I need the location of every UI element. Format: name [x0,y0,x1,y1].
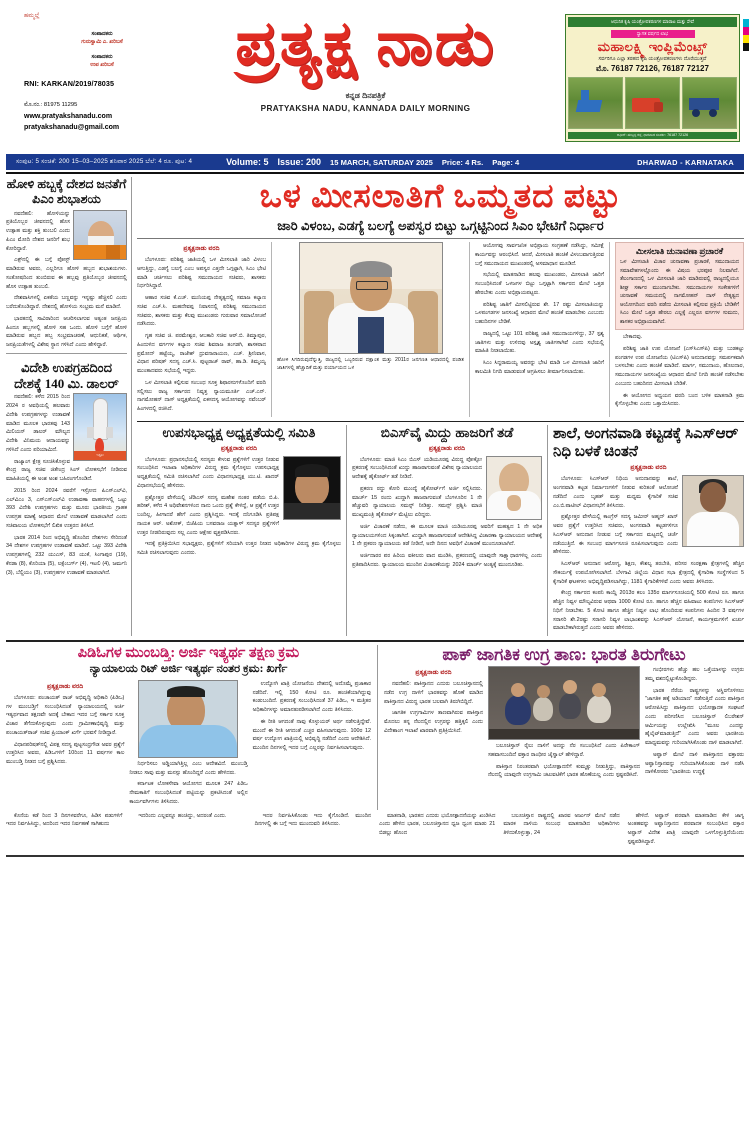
paragraph: ಬಲೂಚಿಸ್ತಾನ ರಾಷ್ಟ್ರದಲ್ಲಿ ಖಾರವ ಅರ್ಜುನ್ ಮೇಲೆ ನಡೆದ ಮಾರಕ ದಾಳಿಯ ಸಂಬಂಧ ಮಾತನಾಡಿದ ಅಧಿಕಾರಿಗಳು ತಿಳಿದುಕೊಳ್ಳುತ್ತಾ, 24 [503,812,620,837]
paragraph: ದೇಶವಾಸಿಗಳಲ್ಲಿ ಏಕತೆಯ ಬಣ್ಣವನ್ನು ಇನ್ನಷ್ಟು ಹೆಚ್ಚಿಸಲಿ ಎಂದು ಬರೆದುಕೊಂಡಿದ್ದಾರೆ. ದೇಶದಲ್ಲಿ ಹೋಳಿಯ ಸಂಭ್ರಮ ಮನೆ ಮಾಡಿದೆ. [6,295,127,310]
article-a-headline: ಉಪಸಭಾಧ್ಯಕ್ಷ ಅಧ್ಯಕ್ಷತೆಯಲ್ಲಿ ಸಮಿತಿ [162,425,316,441]
lead-col3-body [615,333,744,409]
article-pdo-promotion[interactable] [6,645,378,810]
paragraph: ನವದೆಹಲಿ: ಹೋಳಿಯನ್ನು ಪ್ರತಿಯೊಬ್ಬರ ಜೀವನದಲ್ಲಿ ಹೊಸ ಉತ್ಸಾಹ ಮತ್ತು ಶಕ್ತಿ ತುಂಬಲಿ ಎಂದು ಪಿಎಂ ಮೋದಿ ದೇಶದ ಜನರಿಗೆ ಶುಭ ಕೋರಿದ್ದಾರೆ. [6,210,70,252]
row2-top-rule [137,421,744,423]
page-bottom-rule [6,855,744,857]
place-label: DHARWAD - KARNATAKA [637,157,734,167]
paragraph: ಬೆಂಗಳೂರು: ಪರಿಶಿಷ್ಟ ಜಾತಿಯಲ್ಲಿ ಒಳ ಮೀಸಲಾತಿ ಜಾರಿ ವಿಳಂಬ ಆಗುತ್ತಿದ್ದು, ಎಡಗ್ಯೆ ಬಲಗ್ಯೆ ಎಂಬ ಅಪಸ್ವರ ಎತ್ತದೇ ಒಗ್ಗಟ್ಟಾಗಿ, ಸಿಎಂ ಭೇಟಿ ಮಾಡಿ ಚರ್ಚಿಸಲು ಪರಿಶಿಷ್ಟ ಸಮುದಾಯದ ಸಚಿವರು, ಶಾಸಕರು ನಿರ್ಧರಿಸಿದ್ದಾರೆ. [137,257,266,290]
header-rule [6,172,744,174]
lead-col2-body [475,242,604,377]
mlc-portrait-photo [283,456,341,520]
masthead [6,0,744,152]
lead-columns [137,242,744,417]
paragraph: ಆಹಾರ ಸಚಿವ ಕೆ.ಎಚ್. ಮುನಿಯಪ್ಪ ನೇತೃತ್ವದಲ್ಲಿ ಸಮಾಜ ಕಲ್ಯಾಣ ಸಚಿವ ಎಚ್.ಸಿ. ಮಹದೇವಪ್ಪ ನಿವಾಸದಲ್ಲಿ ಪರಿಶಿಷ್ಟ ಸಮುದಾಯದ ಸಚಿವರು, ಶಾಸಕರು ಮತ್ತು ಕೆಲವು ಮುಖಂಡರು ಗುರುವಾರ ಸಮಾಲೋಚನೆ ನಡೆಸಿದರು. [137,295,266,328]
paragraph: ಇದರಿಂದು ಎಲ್ಲವನ್ನೂ ಹಂಚಿದ್ದು, ಅದರಂತೆ ಎಂದು. [138,812,227,819]
photo-caption-isro: ಇಸ್ರೋ [96,453,104,458]
article-pm-holi-headline: ಹೋಳಿ ಹಬ್ಬಕ್ಕೆ ದೇಶದ ಜನತೆಗೆ ಪಿಎಂ ಶುಭಾಶಯ [6,177,127,207]
lead-story[interactable] [137,179,744,417]
article-a-byline: ಪ್ರತ್ಯಕ್ಷನಾಡು ವರದಿ [220,444,258,452]
editor-role-2: ಸಂಪಾದಕರು [91,54,113,61]
paragraph: ಜಾಗತಿಕ ಉಗ್ರಗಾಮಿಗಳ ತಾಣವಾಗಿರುವ ಪಾಕಿಸ್ತಾನ ಮೊದಲು ತನ್ನ ನೆಲದಲ್ಲಿನ ಉಗ್ರರನ್ನು ಹತ್ತಿಕ್ಕಲಿ ಎಂದು ವಿದೇಶಾಂಗ ಇಲಾಖೆ ಖಾರವಾಗಿ ಪ್ರತಿಕ್ರಿಯಿಸಿದೆ. [384,710,483,734]
newspaper-title: ಪ್ರತ್ಯಕ್ಷ ನಾಡು [235,10,496,78]
masthead-title-block [166,8,565,113]
ad-product-images [568,77,737,129]
row3-top-rule [6,640,744,642]
ad-company-name: ಮಹಾಲಕ್ಷ್ಮಿ ಇಂಪ್ಲಿಮೆಂಟ್ಸ್ [597,38,708,54]
issue-info-kannada: ಸಂಪುಟ: 5 ಸಂಚಿಕೆ: 200 15–03–2025 ಶನಿವಾರ 2025 ಬೆಲೆ: 4 ರೂ. ಪುಟ: 4 [16,158,193,165]
paragraph: ಸಿಎಸ್‌ಆರ್ ಅನುದಾನ ಆರೋಗ್ಯ, ಶಿಕ್ಷಣ, ಕೌಶಲ್ಯ ತರಬೇತಿ, ಪರಿಸರ ಸಂರಕ್ಷಣಾ ಕ್ಷೇತ್ರಗಳಲ್ಲಿ ಹೆಚ್ಚಿನ ಸೌಕರ್ಯಕ್ಕೆ ಉಪಯೋಗಿಸಲಾಗಿದೆ. ಬೆಳಗಾವಿ ಜಿಲ್ಲೆಯ ವಿಧಾನ ಸಭಾ ಕ್ಷೇತ್ರದಲ್ಲಿ ಕೈಗಾರಿಕಾ ಸಂಸ್ಥೆಗಳಿಂದ 5 ಕೈಗಾರಿಕೆ ಘಟಕಗಳು ಅಭಿವೃದ್ಧಿಪಡಿಸಲಾಗಿದ್ದು, 1181 ಕೈಗಾರಿಕೆಗಳಿವೆ ಎಂದು ಅವರು ತಿಳಿಸಿದರು. [553,561,744,585]
footer-col [379,812,495,850]
highlight-headline: ಮೀಸಲಾತಿ ಚುನಾವಣಾ ಪ್ರಚಾರಕೆ [635,246,724,257]
bottom-stories-row [6,645,744,810]
paragraph: ಗಂಭೀರಗಳು ಹೆಚ್ಚು ಹಲ ಒತ್ತೆಯಾಳನ್ನು ಉಗ್ರರು ತಮ್ಮ ವಶದಲ್ಲಿಟ್ಟುಕೊಂಡಿದ್ದರು. [645,667,744,682]
paragraph: ಪ್ರಶ್ನೋತ್ತರ ವೇಳೆಯಲ್ಲಿ ಜೆಡಿಎಸ್ ಸದಸ್ಯ ಮಹೇಶ ನಂತರ ಪಡೆಯ ಬಿ.ಪಿ. ಹರೀಶ್, ಕಳೆದ 4 ಅಧಿವೇಶನಗಳಿಂದ ನಾನು ಒಂದು ಪ್ರಶ್ನೆ ಕೇಳಿದ್ದೆ, ಆ ಪ್ರಶ್ನೆಗೆ ಉತ್ತರ ಬಂದಿಲ್ಲ, ಹೀಗಾದರೆ ಹೇಗೆ ಎಂದು ಪ್ರಶ್ನಿಸಿದ್ದರು. ಇದಕ್ಕೆ ದನಿಗೂಡಿಸಿ ಪ್ರತಿಪಕ್ಷ ನಾಯಕ ಆರ್. ಅಶೋಕ್, ಬಿಜೆಪಿಯ ಬಸವರಾಜ ಯತ್ನಾಳ್ ಸದಸ್ಯರ ಪ್ರಶ್ನೆಗಳಿಗೆ ಉತ್ತರ ನೀಡದಿರುವುದು ಸಲ್ಲ ಎಂದು ಆಕ್ಷೇಪ ವ್ಯಕ್ತಪಡಿಸಿದರು. [137,494,279,536]
paragraph: ಗೃಹ ಸಚಿವ ಜಿ. ಪರಮೇಶ್ವರ, ಆಬಕಾರಿ ಸಚಿವ ಆರ್.ಬಿ. ತಿಮ್ಮಾಪುರ, ಹಿಂದುಳಿದ ವರ್ಗಗಳ ಕಲ್ಯಾಣ ಸಚಿವ ಶಿವರಾಜ ತಂಗಡಗಿ, ಶಾಸಕರಾದ ಪ್ರಮೋದ್ ಹಟ್ಟೆಯ್ಯ, ರಾಜೇಶ್ ಧ್ರುವನಾರಾಯಣ, ಎಚ್. ಶ್ರೀನಿವಾಸ, ವಿಧಾನ ಪರಿಷತ್ ಸದಸ್ಯ ಎಚ್.ಸಿ. ಪುಟ್ಟರಾಜ್ ರಾವ್, ಹಾ.ಡಿ. ತಿಮ್ಮಯ್ಯ ಮುಂತಾದವರು ಸಭೆಯಲ್ಲಿ ಇದ್ದರು. [137,333,266,375]
footer-col [130,812,246,850]
paragraph: ಪರಿಶಿಷ್ಟ ಜಾತಿಗೆ ಮೀಸಲಿಟ್ಟಿರುವ ಶೇ. 17 ರಷ್ಟು ಮೀಸಲಾತಿಯನ್ನು ಒಳಪಂಗಡಗಳ ಜನಸಂಖ್ಯೆ ಆಧಾರದ ಮೇಲೆ ಹಂಚಿಕೆ ಮಾಡಬೇಕು ಎಂಬುದು ಬಹುದಿನಗಳ ಬೇಡಿಕೆ. [475,301,604,326]
paragraph: ಸಭೆಯಲ್ಲಿ ಮಾತನಾಡಿದ ಹಲವು ಮುಖಂಡರು, ಮೀಸಲಾತಿ ಜಾರಿಗೆ ಸಂಬಂಧಿಸಿದಂತೆ ಒಳಜಗಳ ಬಿಟ್ಟು ಒಗ್ಗಟ್ಟಾಗಿ ಸರ್ಕಾರದ ಮೇಲೆ ಒತ್ತಡ ಹೇರಬೇಕು ಎಂದು ಅಭಿಪ್ರಾಯಪಟ್ಟರು. [475,272,604,296]
footer-continuation-row [6,812,744,850]
article-a-body [137,456,341,558]
paragraph: ಕೇಂದ್ರ ಸರ್ಕಾರದ ಕಂಪನಿ ಕಾಯ್ದೆ 2013ರ ಕಲಂ 135ರ ಮಾರ್ಗಸೂಚಿಯಲ್ಲಿ 500 ಕೋಟಿ ರೂ. ಹಾಗೂ ಹೆಚ್ಚಿನ ನಿವ್ವಳ ಮೌಲ್ಯವಿರುವ ಆಥವಾ 1000 ಕೋಟಿ ರೂ. ಹಾಗೂ ಹೆಚ್ಚಿನ ವಹಿವಾಟು ಕಂಪನಿಗಳು ಸಿಎಸ್‌ಆರ್ ನಿಧಿಗೆ ನೀಡಬೇಕು. 5 ಕೋಟಿ ಹಾಗೂ ಹೆಚ್ಚಿನ ನಿವ್ವಳ ಲಾಭ ಹೊಂದಿರುವ ಕಂಪನಿಗಳು ಹಿಂದಿನ 3 ವರ್ಷಗಳ ಸರಾಸರಿ ಶೇ.2ರಷ್ಟು ಸರಾಸರಿ ನಿವ್ವಳ ಲಾಭಾಂಶವನ್ನು ಸಿಎಸ್‌ಆರ್ ಯೋಜನೆ, ಕಾರ್ಯಕ್ರಮಗಳಿಗೆ ಖರ್ಚು ಮಾಡಬೇಕಾಗಿರುತ್ತದೆ ಎಂದು ಅವರು ಹೇಳಿದರು. [553,590,744,632]
lead-column-1 [137,242,272,417]
paragraph: ಬೇಕಾದವು. [623,334,643,341]
article-satellite-headline: ವಿದೇಶಿ ಉಪಗ್ರಹದಿಂದ ದೇಶಕ್ಕೆ 140 ಮಿ. ಡಾಲರ್ [14,359,119,391]
article-b-headline: ಬಿಎಸ್‌ವೈ ಮಿದ್ದು ಹಾಜರಿಗೆ ತಡೆ [380,425,514,441]
lead-rule [137,238,744,239]
paragraph: ಅರ್ಜಿ ವಿಚಾರಣೆ ನಡೆದು, ಈ ಮೂಲಕ ಮಾಜಿ ಯಡಿಯೂರಪ್ಪ ಅವರಿಗೆ ಮಹತ್ವದ 1 ನೇ ಅಧಿಕ ನ್ಯಾಯಾಲಯಗಳಿಂದ ಸಿಕ್ಕಂತಾಗಿದೆ. ಖುದ್ದಾಗಿ ಹಾಜರಾಗುವಂತೆ ಆದೇಶಿಸಿದ್ದ ವಿಚಾರಣಾ ನ್ಯಾಯಾಲಯದ ಆದೇಶಕ್ಕೆ 1 ನೇ ಪ್ರಕರಣ ನ್ಯಾಯಾಲಯ ತಡೆ ನೀಡಿದೆ, ಅದೇ ದಿನದ ಅವಧಿಗೆ ವಿಚಾರಣೆ ಮುಂದೂಡಲಾಗಿದೆ. [352,523,542,548]
paragraph: ಆಯೋಗವು ಸಾರ್ವಜನಿಕ ಅಭಿಪ್ರಾಯ ಸಂಗ್ರಹಣೆ ನಡೆಸಿದ್ದು, ಸಮೀಕ್ಷೆ ಕಾರ್ಯವನ್ನು ಆರಂಭಿಸಿದೆ. ಆದರೆ, ಮೀಸಲಾತಿ ಹಂಚಿಕೆ ವಿಳಂಬವಾಗುತ್ತಿರುವ ಬಗ್ಗೆ ಸಮುದಾಯದ ಮುಖಂಡರಲ್ಲಿ ಅಸಮಾಧಾನ ಮೂಡಿದೆ. [475,243,604,267]
editor-credit-1 [24,30,166,46]
pak-col-1 [384,666,483,783]
footer-col [255,812,371,850]
lead-column-2 [277,242,470,417]
paragraph: ನಿರ್ಧರಿಸಲು ಅಡ್ಡಿಯಾಗಿತ್ತಿಲ್ಲ ಎಂಬ ಆದೇಶವಿದೆ. ಮುಂಬಡ್ತಿ ನೀಡಲು ಸಾವು ಮತ್ತು ಮನಸ್ಸು ಹೊಂದಿದ್ದರೆ ಎಂದು ಹೇಳಿದರು. [129,760,248,776]
email-address[interactable]: pratyakshanadu@gmail.com [24,124,120,132]
secondary-stories-row [137,425,744,636]
phone-number: ಮೊ.ನಂ.: 81975 11295 [24,102,78,109]
bs-yediyurappa-photo [486,456,542,520]
article-pm-holi-body [6,210,127,350]
article-deputy-speaker-committee[interactable] [137,425,347,636]
paragraph: ಭಾರತ ನೆರೆಯ ರಾಷ್ಟ್ರಗಳನ್ನು ಅಸ್ಥಿರಗೊಳಿಸಲು "ಜಾಗತಿಕ ಹಕ್ಕೆ ಅಡಿಯಾಣ" ನಡೆಸುತ್ತಿದೆ ಎಂದು ಪಾಕಿಸ್ತಾನ ಆರೋಪಿಸಿದ್ದು ಪಾಕಿಸ್ತಾನದ ಭಯೋತ್ಪಾದಕ ಸಂಘಟನೆ ಎಂದು ಪರಿಗಣಿಸಿದ ಬಲೂಚಿಸ್ತಾನ್ ಲಿಬರೇಶನ್ ಆರ್ಮಿಯನ್ನು ಉಲ್ಲೇಖಿಸಿ "ಮೂಲ ಎಂದನ್ನು ಹೈಲೈಟ್‌ಮಾಡುತ್ತಿದೆ" ಎಂದು ಅವರು ಭಾರತೀಯ ಮಾಧ್ಯಮವನ್ನು ಗುರಿಯಾಗಿಸಿಕೊಂಡು ದಾಳಿ ಮಾಡಲಾಗಿದೆ. [645,687,744,747]
right-main-area [137,177,744,636]
paragraph: ಸಿಎಂ ಸಿದ್ದರಾಮಯ್ಯ ಅವರನ್ನು ಭೇಟಿ ಮಾಡಿ ಒಳ ಮೀಸಲಾತಿ ಜಾರಿಗೆ ಕಾಲಮಿತಿ ನಿಗದಿ ಮಾಡುವಂತೆ ಆಗ್ರಹಿಸಲು ತೀರ್ಮಾನಿಸಲಾಯಿತು. [475,360,604,375]
pdo-col-3 [253,680,371,810]
editor-name-1: ಗುರುಸ್ವಾಮಿ ಎ. ಖರಿಬಸೆ [81,39,123,46]
lead-subheadline: ಜಾರಿ ವಿಳಂಬ, ಎಡಗ್ಯೆ ಬಲಗ್ಯೆ ಅಪಸ್ವರ ಬಿಟ್ಟು ಒಗ್ಗಟ್ಟಿನಿಂದ ಸಿಎಂ ಭೇಟಿಗೆ ನಿರ್ಧಾರ [277,218,604,234]
pdo-col3-body [253,680,371,753]
article-b-body [352,456,542,570]
editor-credit-2 [24,53,166,69]
pak-col3-body [645,666,744,777]
website-url[interactable]: www.pratyakshanadu.com [24,112,113,120]
paragraph: ಇದಕ್ಕೆ ಪ್ರತಿಕ್ರಿಯಿಸಿದ ಸಭಾಧ್ಯಕ್ಷರು, ಪ್ರಶ್ನೆಗಳಿಗೆ ಸರಿಯಾಗಿ ಉತ್ತರ ನೀಡದ ಅಧಿಕಾರಿಗಳ ವಿರುದ್ಧ ಕ್ರಮ ಕೈಗೊಳ್ಳಲು ಸಮಿತಿ ರಚಿಸಲಾಗುವುದು ಎಂದರು. [137,541,341,557]
article-c-body [553,475,744,633]
trailer-image [682,77,737,129]
article-csr-fund-schools[interactable] [553,425,744,636]
article-pak-headline: ಪಾಕ್ ಜಾಗತಿಕ ಉಗ್ರ ತಾಣ: ಭಾರತ ತಿರುಗೇಟು [442,644,686,664]
paragraph: ಅರ್ಜಿದಾರರ ಪರ ಹಿರಿಯ ವಕೀಲರು ವಾದ ಮಂಡಿಸಿ, ಪ್ರಕರಣದಲ್ಲಿ ಯಾವುದೇ ಸಾಕ್ಷ್ಯಾಧಾರಗಳಿಲ್ಲ ಎಂದು ಪ್ರತಿಪಾದಿಸಿದರು. ನ್ಯಾಯಾಲಯ ಮುಂದಿನ ವಿಚಾರಣೆಯನ್ನು 2024 ಮಾರ್ಚ್ ಅಂತ್ಯಕ್ಕೆ ಮುಂದೂಡಿತು. [352,553,542,568]
cm-siddaramaiah-photo [299,242,443,354]
lead-col1-body [137,256,266,414]
rocket-launch-photo [73,393,127,461]
issue-info-bar [6,154,744,170]
left-sidebar-column [6,177,132,636]
left-column-divider [6,353,127,354]
editor-role-1: ಸಂಪಾದಕರು [91,31,113,37]
masthead-bullet: ಹಮ್ಮಲ್ಲೆ [24,13,40,19]
rotavator-image [625,77,680,129]
paragraph: ಪರಿಶಿಷ್ಟ ಜಾತಿ ಉಪ ಯೋಜನೆ (ಎಸ್‌ಸಿಎಸ್‌ಪಿ) ಮತ್ತು ಬುಡಕಟ್ಟು ಪಂಗಡಗಳ ಉಪ ಯೋಜನೆಯ (ಟಿಎಸ್‌ಪಿ) ಅನುದಾನವನ್ನು ಸಮರ್ಪಕವಾಗಿ ಬಳಸಬೇಕು ಎಂದು ಹಂಚಿಕೆ ಮಾಡಿದೆ. ಮಾರ್ಗ, ಸಮುದಾಯ, ಹೊಲದಾರ, ಸಮುದಾಯಗಳ ಜನಸಂಖ್ಯೆಯ ಆಧಾರದ ಮೇಲೆ ನಿಗದಿ ಹಂಚಿಕೆ ನಡೆಸಬೇಕು ಎಂಬುದು ಬಹುದಿನದ ಮೀಸಲಾತಿ ಬೇಡಿಕೆ. [615,345,744,387]
article-pdo-headline: ಪಿಡಿಓಗಳ ಮುಂಬಡ್ತಿ: ಅರ್ಜಿ ಇತ್ಯರ್ಥ ತಕ್ಷಣ ಕ್ರಮ [77,644,300,661]
paragraph: ಒಳ ಮೀಸಲಾತಿ ಕಲ್ಪಿಸುವ ಸಂಬಂಧ ಸೂಕ್ತ ಶಿಫಾರಸುಗಳೊಂದಿಗೆ ವರದಿ ಸಲ್ಲಿಸಲು ರಾಜ್ಯ ಸರ್ಕಾರದ ನಿವೃತ್ತ ನ್ಯಾಯಮೂರ್ತಿ ಎಚ್.ಎನ್. ನಾಗಮೋಹನ್ ದಾಸ್ ಅಧ್ಯಕ್ಷತೆಯಲ್ಲಿ ಏಕಸದಸ್ಯ ಆಯೋಗವನ್ನು ನವೆಂಬರ್ ಹಿಂಗಳದಲ್ಲಿ ರಚಿಸಿದೆ. [137,379,266,413]
rni-number: RNI: KARKAN/2019/78035 [24,79,115,89]
paragraph: 2015 ರಿಂದ 2024 ರವರೆಗೆ ಇಸ್ರೋದ ಪಿಎಸ್‌ಎಲ್‌ವಿ, ಎಲ್‌ವಿಎಂ 3, ಎಸ್‌ಎಸ್‌ಎಲ್‌ವಿ ಉಡಾವಣಾ ವಾಹನಗಳಲ್ಲಿ ಒಟ್ಟು 393 ವಿದೇಶಿ ಉಪಗ್ರಹಗಳು ಮತ್ತು ಮೂರು ಭಾರತೀಯ ಗ್ರಾಹಕ ಉಪಗ್ರಹ ಮಾಣ್ಯೆ ಆಧಾರದ ಮೇಲೆ ಉಡಾವಣೆ ಮಾಡಲಾಗಿದೆ ಎಂದು ಸಚಿವಾಲಯ ಲೋಕಸಭೆಗೆ ಲಿಖಿತ ಉತ್ತರದ ತಿಳಿಸಿದೆ. [6,487,127,529]
newspaper-subtitle-kannada: ಕನ್ನಡ ದಿನಪತ್ರಿಕೆ [345,91,386,101]
price-label: Price: 4 Rs. [441,157,484,167]
plough-image [568,77,623,129]
lead-byline: ಪ್ರತ್ಯಕ್ಷನಾಡು ವರದಿ [183,245,220,253]
paragraph: ಮಾತನಾಡಿ, ಭಾರತದ ಎದುರು ಭಯೋತ್ಪಾದನೆಯನ್ನು ಖಂಡಿಸಿದ ಎಂದು ಹೇಳಿದ ಭಾರತ, ಬಲೂಚಿಸ್ತಾನದ ಧ್ವಜ ಧ್ವಂಸ ಮಾಡು 21 ಬಿಡಲ್ಲು ಹೊಂದ [378,812,496,837]
paragraph: ಪಾಕಿಸ್ತಾನ ನಿರಂತರವಾಗಿ ಭಯೋತ್ಪಾದನೆಗೆ ಕುಮ್ಮಕ್ಕು ನೀಡುತ್ತಿದ್ದು, ಪಾಕಿಸ್ತಾನದ ನೆಲದಲ್ಲಿ ಯಾವುದೇ ಉಗ್ರಗಾಮಿ ಚಟುವಟಿಕೆಗೆ ಭಾರತ ಹೊಣೆಯಲ್ಲ ಎಂದು ಸ್ಪಷ್ಟಪಡಿಸಿದೆ. [488,763,640,779]
ad-top-band: ಆಧುನಿಕ ಕೃಷಿ ಯಂತ್ರೋಪಕರಣಗಳ ಮಾರಾಟ ಮತ್ತು ಸೇವೆ [568,17,737,27]
newspaper-subtitle-english: PRATYAKSHA NADU, KANNADA DAILY MORNING [260,104,471,114]
paragraph: ಬೆಂಗಳೂರು: ಪಂಚಾಯತ್ ರಾಜ್ ಅಭಿವೃದ್ಧಿ ಅಧಿಕಾರಿ (ಪಿಡಿಒ) ಗಳ ಮುಂಬಡ್ತಿಗೆ ಸಂಬಂಧಿಸಿದಂತೆ ನ್ಯಾಯಾಲಯದಲ್ಲಿ ಅರ್ಜಿ ಇತ್ಯರ್ಥವಾದ ತಕ್ಷಣವೇ ಅದಕ್ಕೆ ಬೇಕಾದ ಇದರ ಬಗ್ಗೆ ಸರ್ಕಾರ ಸೂಕ್ತ ವಿಚಾರ ತೆಗೆದುಕೊಳ್ಳುವುದು ಎಂದು ಗ್ರಾಮೀಣಾಭಿವೃದ್ಧಿ ಮತ್ತು ಪಂಚಾಯತ್‌ರಾಜ್ ಸಚಿವ ಪ್ರಿಯಾಂಕ್ ಖರ್ಗೆ ಭರವಸೆ ನೀಡಿದ್ದಾರೆ. [6,694,125,736]
volume-label: Volume: 5 [226,157,269,167]
lead-column-3 [475,242,610,417]
paragraph: ರಾಜ್ಯಾಂಗ ಕ್ಷೇತ್ರ ಸೂಚಿಸಿಕೊಳ್ಳುವ ಕೇಂದ್ರ ರಾಜ್ಯ ಸಚಿವ ಜಿತೇಂದ್ರ ಸಿಂಗ್ ಲೋಕಸಭೆಗೆ ನೀಡಿರುವ ಮಾಹಿತಿಯಲ್ಲಿ ಈ ಅಂಶ ಅಂಶ ಬಹಿರಂಗಗೊಂಡಿದೆ. [6,458,127,483]
paragraph: ಕರ್ನಾಟಕ ಲೋಕಸೇವಾ ಆಯೋಗದ ಮೂಲಕ 247 ಪಿಡಿಒ ನೇಮಕಾತಿಗೆ ಸಂಬಂಧಿಸಿದಂತೆ ಪಟ್ಟಿಯನ್ನು ಪ್ರಕಟಿಸಿದಂತೆ ಅಲ್ಲಿನ ಕಾರ್ಯವರ್ಗಿಗಳು ತಿಳಿಸಿದರು. [129,781,248,805]
ad-tagline: ಸರ್ವರಿಗೂ ಎಲ್ಲಾ ತರಹದ ಕೃಷಿ ಯಂತ್ರೋಪಕರಣಗಳು ದೊರೆಯುತ್ತವೆ [598,55,707,62]
baluchistan-crowd-photo [488,666,640,740]
issue-info-english [226,157,519,167]
paragraph: ಈ ಆಯೋಗದ ಅಧ್ಯಯನ ವರದಿ ಬಂದ ಬಳಿಕ ಮಾತನಾಡಿ ಕ್ರಮ ಕೈಗೊಳ್ಳಬೇಕು ಎಂದು ಒತ್ತಾಯಿಸಿದರು. [615,392,744,408]
footer-col [503,812,619,850]
ad-phone: ಮೊ. 76187 72126, 76187 72127 [596,63,709,73]
paragraph: ಬಲೂಚಿಸ್ತಾನ್ ರೈಲು ದಾಳಿಗೆ ಅದನ್ನು ನೆರ ಸಂಬಂಧಿಸಿದೆ ಎಂದು ಪಿರೇಕಾಂಗ್ ಸಹವಾಸಬಂದಿದೆ ವಕ್ತಾರ ರಾಂಧೀರ ಜೈಸ್ವಾಲ್ ಹೇಳಿದ್ದಾರೆ. [488,743,640,758]
article-pm-holi[interactable] [6,177,127,350]
pak-col1-body [384,680,483,736]
issue-label: Issue: 200 [277,157,322,167]
priyank-kharge-photo [138,680,238,758]
article-pdo-subheadline: ನ್ಯಾಯಾಲಯ ರಿಟ್ ಅರ್ಜಿ ಇತ್ಯರ್ಥ ನಂತರ ಕ್ರಮ: ಖರ್ಗೆ [89,663,288,676]
main-content [6,177,744,636]
paragraph: ಉದ್ಯೋಗಿ ಖಾತ್ರಿ ಯೋಜನೆಯ ದೇಶದಲ್ಲಿ ಅದೊಮ್ಮೆ ಪ್ರಜಾಕಾರ ನಡೆದಿದೆ. ಇಲ್ಲಿ 150 ಕೋಟಿ ರೂ. ಹಂಚಿಕೆಯಾಗಿದ್ದುವು ಕಂಡುಬಂದಿದೆ. ಪ್ರಕರಣಕ್ಕೆ ಸಂಬಂಧಿಸಿದಂತೆ 37 ಪಿಡಿಒ, ಇ ಮತ್ತಿತರ ಅಧಿಕಾರಿಗಳನ್ನು ಅಮಾನತುಪಡಿಸಲಾಗಿದೆ ಎಂದು ತಿಳಿಸಿದರು. [252,680,371,714]
paragraph: ಇದರ ನಿರ್ವಹಿಸಿಕೊಂಡು ಇದು ಕೈಗೊಂಡಿದೆ. ಮುಂದಿನ ದಿನಗಳಲ್ಲಿ ಈ ಬಗ್ಗೆ ಇದು ಮುಂದುವರಿ ತಿಳಿಸಿದರು. [254,812,371,828]
article-satellite-revenue[interactable] [6,360,127,578]
pm-modi-photo [73,210,127,260]
highlight-body: ಒಳ ಮೀಸಲಾತಿ ವಿಚಾರ ಚುನಾವಣಾ ಪ್ರಚಾರಕೆ, ಸಮುದಾಯದ ಸಮಾವೇಶಗಳಲ್ಲೊಂದು ಈ ವಿಷಯ ಭರಪೂರ ನಿಲವಾಗಿದೆ. ತೆಲಂಗಾಣದಲ್ಲಿ ಒಳ ಮೀಸಲಾತಿ ಜಾರಿ ಮಾಡಿರುವಲ್ಲಿ ರಾಜ್ಯದಲ್ಲಿಯೂ ಶೀಘ್ರ ಸರ್ಕಾರ ಮುಂದಾಗಬೇಕು. ಸಮುದಾಯಗಳ ಸಂಕೇತಗಳಿಗೆ ಚುನಾವಣೆ ಸಮಯದಲ್ಲಿ ನಾಗಮೋಹನ್ ದಾಸ್ ನೇತೃತ್ವದ ಆಯೋಗದಿಂದ ವರದಿ ಪಡೆದು ಮೀಸಲಾತಿ ಕಲ್ಪಿಸುವ ಪ್ರಕ್ರಿಯೆ ಬೇಡಿಕೆಗೆ ಸಿಎಂ ಮೇಲೆ ಒತ್ತಡ ಹೇರಲು ಎಲ್ಲಕ್ಕೆ ಎಲ್ಲರೂ ವರ್ಗಗಳ ಸುಮದು, ಶಾಸಕರ ಅಭಿಪ್ರಾಯವಾಗಿದೆ. [620,259,739,325]
pdo-col1-body [6,694,124,767]
pdo-col-1 [6,680,124,810]
cmyk-registration-marks [743,19,749,51]
paragraph: ಹೇಳಿದೆ. ಅಫ್ಘಾನ್ ಪರವಾಗಿ ಮಾತನಾಡಿದ ಕೇಳಿ ಜಾಗ್ಯ ಅಂತಹವನ್ನು ಅಫ್ಘಾನಿಸ್ತಾನದ ಪರವಾದಕ ಸಂಬಂಧಿಸಿದ ವಕ್ತಾರ ಅಫ್ಘಾನ್ ವಿದೇಶ ಖಾತ್ರಿ ಯಾವುದೇ ಒಳಗೊಳ್ಳುತ್ತಿದೆಯೆಂದು ಸ್ಪಷ್ಟಪಡಿಸಿದ್ದಾರೆ. [627,812,744,845]
paragraph: ರಾಜ್ಯದಲ್ಲಿ ಒಟ್ಟು 101 ಪರಿಶಿಷ್ಟ ಜಾತಿ ಸಮುದಾಯಗಳಿದ್ದು, 37 ಸ್ಪಶ್ಯ ಜಾತಿಗಳು ಮತ್ತು ಉಳಿದವು ಅಸ್ಪೃಶ್ಯ ಜಾತಿಗಳಾಗಿವೆ ಎಂದು ಸಭೆಯಲ್ಲಿ ಮಾಹಿತಿ ನೀಡಲಾಯಿತು. [475,330,604,355]
pdo-col2-body [129,760,247,807]
paragraph: ಕೊನೆಯ ಕಡೆ ರಿಂದ 3 ದಿನಗಳವರೆಗೂ, ಹಿಡಿಸ ಪಡುಗಳಿಗೆ ಇದರ ನಿರ್ವಹಿಸಿದ್ದು, ಅದರಿಂದ ಇದರ ನಿರ್ವಹಣೆ ಸಾಗಿಹುದು [6,812,123,828]
masthead-advertisement[interactable] [565,14,740,142]
article-b-byline: ಪ್ರತ್ಯಕ್ಷನಾಡು ವರದಿ [428,444,466,452]
pak-col-2 [488,666,640,783]
paragraph: ನವದೆಹಲಿ: ಕಳೆದ 2015 ರಿಂದ 2024 ರ ಅವಧಿಯಲ್ಲಿ ಹಲವಾರು ವಿದೇಶಿ ಉಪಗ್ರಹಗಳನ್ನು ಉಡಾವಣೆ ಮಾಡಿದ ಮೂಲಕ ಭಾರತವು 143 ಮಿಲಿಯನ್ ಡಾಲರ್ ಮೌಲ್ಯದ ವಿದೇಶಿ ವಿನಿಮಯ ಆದಾಯವನ್ನು ಗಳಿಸಿದೆ ಎಂದು ಪರಿಯಾಮಿದೆ. [6,394,70,453]
article-pdo-byline: ಪ್ರತ್ಯಕ್ಷನಾಡು ವರದಿ [47,682,84,690]
masthead-left-info [6,8,166,134]
paragraph: ಅಫ್ಘಾನ್ ಮೇಲೆ ದಾಳಿ ಪಾಕಿಸ್ತಾನದ ವಕ್ತಾರರು ಅಫ್ಘಾನಿಸ್ತಾನವನ್ನು ಗುರಿಯಾಗಿಸಿಕೊಂಡು ದಾಳಿ ನಡೆಸಿ ದಾಳಿಕೋರರು "ಭಾರತೀಯ ಉದ್ಧಕ್ಕೆ [645,751,744,776]
lead-headline: ಒಳ ಮೀಸಲಾತಿಗೆ ಒಮ್ಮತದ ಪಟ್ಟು [259,179,622,215]
pak-col2-body [488,742,640,780]
paragraph: ಬೆಂಗಳೂರು: ಪ್ರಧಾನಸಭೆಯಲ್ಲಿ ಸದಸ್ಯರು ಕೇಳುವ ಪ್ರಶ್ನೆಗಳಿಗೆ ಉತ್ತರ ನೀಡುವ ಸಂಬಂಧಿಸಿದ ಇಲಾಖಾ ಅಧಿಕಾರಿಗಳ ವಿರುದ್ಧ ಕ್ರಮ ಕೈಗೊಳ್ಳಲು ಉಪಸಭಾಧ್ಯಕ್ಷ ಅಧ್ಯಕ್ಷತೆಯಲ್ಲಿ ಸಮಿತಿ ರಚಿಸಲಾಗಿದೆ ಎಂದು ವಿಧಾನಸಭಾಧ್ಯಕ್ಷ ಯು.ಟಿ. ಖಾದರ್ ವಿಧಾನಸಭೆಯಲ್ಲಿ ಹೇಳಿದರು. [137,456,279,489]
paragraph: ಭಾರತದಲ್ಲಿ ಸಾವಿರಾರಿಂದ ಆಚರಿಸಲಾಗುವ ಅತ್ಯಂತ ಜನಪ್ರಿಯ ಹಿಂದೂ ಹಬ್ಬಗಳಲ್ಲಿ ಹೋಳಿ ಸಹ ಒಂದು. ಹೋಳಿ ಬಗ್ಗೆಗೆ ಹೋಳಿ ಮಾಡಿರುವ ಹಬ್ಬದ ಹಬ್ಬ ಸಂಭ್ರಮಾಚರಣೆ, ಆಧುನಿಕತೆ, ಆರ್ಥಿಕ, ಜನಪ್ರಿಯತೆಗಳಲ್ಲಿ ವಿಶೇಷ ಸ್ಥಾನ ಗಳಿಸಿದೆ ಎಂದು ಹೇಳಿದ್ದಾರೆ. [6,315,127,348]
lead-column-4 [615,242,744,417]
paragraph: ಬೆಂಗಳೂರು: ಮಾಜಿ ಸಿಎಂ ಬಿಎಸ್ ಯಡಿಯೂರಪ್ಪ ವಿರುದ್ಧ ಪೋಕ್ಸೋ ಪ್ರಕರಣಕ್ಕೆ ಸಂಬಂಧಿಸಿದಂತೆ ಖುದ್ದು ಹಾಜರಾಗುವಂತೆ ವಿಶೇಷ ನ್ಯಾಯಾಲಯದ ಆದೇಶಕ್ಕೆ ಹೈಕೋರ್ಟ್ ತಡೆ ನೀಡಿದೆ. [352,456,482,481]
article-c-headline: ಶಾಲೆ, ಅಂಗನವಾಡಿ ಕಟ್ಟಡಕ್ಕೆ ಸಿಎಸ್‌ಆರ್ ನಿಧಿ ಬಳಕೆ ಚಿಂತನೆ [553,426,739,461]
paragraph: ವಿಧಾನಪರಿಷತ್‌ನಲ್ಲಿ ವಿಪಕ್ಷ ಸದಸ್ಯ ಪುಟ್ಟಸಂಧ್ರಗೌಡ ಅವರ ಪ್ರಶ್ನೆಗೆ ಉತ್ತರಿಸಿದ ಅವರು, ಪಿಡಿಒಗಳಿಗೆ 10ರಿಂದ 11 ವರ್ಷಗಳ ಕಾಲ ಮುಂಬಡ್ತಿ ನೀಡದ ಬಗ್ಗೆ ಪ್ರಶ್ನಿಸಿದರು. [6,741,125,766]
contact-block [24,101,166,134]
article-c-byline: ಪ್ರತ್ಯಕ್ಷನಾಡು ವರದಿ [630,464,667,472]
paragraph: ಭಾರತ 2014 ರಿಂದ ಅಭಿವೃದ್ಧಿ ಹೊಂದಿದ ದೇಶಗಳು ಸೇರಿದಂತೆ 34 ದೇಶಗಳ ಉಪಗ್ರಹಗಳ ಉಡಾವಣೆ ಮಾಡಿದೆ. ಒಟ್ಟು 393 ವಿದೇಶಿ ಉಪಗ್ರಹಗಳಲ್ಲಿ 232 ಯುಎಸ್, 83 ಯುಕೆ, ಸಿಂಗಾಪುರ (19), ಕೆನಡಾ (8), ಕೊರಿಯಾ (5), ಲಕ್ಸೆಂಬರ್ಗ್ (4), ಇಟಲಿ (4), ಜರ್ಮನಿ (3), ಬೆಲ್ಜಿಯಂ (3), ಉಪಗ್ರಹಗಳ ಉಡಾವಣೆ ಮಾಡಲಾಗಿದೆ. [6,534,127,576]
paragraph: ಎಕ್ಸ್‌ನಲ್ಲಿ ಈ ಬಗ್ಗೆ ಪೋಸ್ಟ್ ಮಾಡಿರುವ ಅವರು, ಎಲ್ಲರಿಗೂ ಹೋಳಿ ಹಬ್ಬದ ಶುಭಾಶಯಗಳು. ಸಂತೋಷದಿಂದ ತುಂಬಿರುವ ಈ ಹಬ್ಬವು ಪ್ರತಿಯೊಬ್ಬರ ಜೀವನದಲ್ಲಿ ಹೊಸ ಉತ್ಸಾಹ ತುಂಬಲಿ. [6,257,127,290]
article-bsy-court-stay[interactable] [352,425,548,636]
minister-mb-patil-photo [682,475,744,547]
page-count-label: Page: 4 [492,157,520,167]
footer-col [628,812,744,850]
paragraph: ನವದೆಹಲಿ: ಪಾಕಿಸ್ತಾನದ ಎದುರು ಬಲೂಚಿಸ್ತಾನದಲ್ಲಿ ನಡೆದ ಉಗ್ರ ದಾಳಿಗೆ ಭಾರತವನ್ನು ಹೊಣೆ ಮಾಡಿದ ಪಾಕಿಸ್ತಾನದ ವಿರುದ್ಧ ಭಾರತ ಬಲವಾಗಿ ತಿರುಗಿಬಿದ್ದಿದೆ. [384,681,483,705]
ad-footer: ಆಫೀಸ್: ಹುಬ್ಬಳ್ಳಿ ರಸ್ತೆ, ಧಾರವಾಡ ಸಂಪರ್ಕ: 76187 72126 [568,132,737,139]
article-pdo-columns [6,680,371,810]
article-pak-columns [384,666,744,783]
highlight-box [615,242,744,330]
paragraph: ಬೆಂಗಳೂರು: ಸಿಎಸ್‌ಆರ್ ನಿಧಿಯ ಅನುದಾನವನ್ನು ಶಾಲೆ, ಅಂಗನವಾಡಿ ಕಟ್ಟಡ ನಿರ್ಮಾಣಗಳಿಗೆ ನೀಡುವ ಕುರಿತಂತೆ ಆಲೋಚನೆ ನಡೆದಿದೆ ಎಂದು ಬೃಹತ್ ಮತ್ತು ಮಧ್ಯಮ ಕೈಗಾರಿಕೆ ಸಚಿವ ಎಂ.ಬಿ.ಪಾಟೀಲ್ ವಿಧಾನಸಭೆಗೆ ತಿಳಿಸಿದರು. [553,476,678,509]
paragraph: ಪ್ರಶ್ನೋತ್ತರ ವೇಳೆಯಲ್ಲಿ ಕಾಂಗ್ರೆಸ್ ಸದಸ್ಯ ಜಮೀರ್ ಅಹ್ಮದ್ ಖಾನ್ ಅವರ ಪ್ರಶ್ನೆಗೆ ಉತ್ತರಿಸಿದ ಸಚಿವರು, ಅಂಗನವಾಡಿ ಕಟ್ಟಡಗಳಿಗೂ ಸಿಎಸ್‌ಆರ್ ಅನುದಾನ ನೀಡುವ ಬಗ್ಗೆ ಸರ್ಕಾರದ ಮಟ್ಟದಲ್ಲಿ ಚರ್ಚೆ ನಡೆಯುತ್ತಿದೆ. ಈ ಸಂಬಂಧ ಮಾರ್ಗಸೂಚಿ ರೂಪಿಸಲಾಗುವುದು ಎಂದು ಹೇಳಿದರು. [553,514,678,556]
pdo-col-2 [129,680,247,810]
footer-col [6,812,122,850]
article-pak-terror[interactable] [384,645,744,810]
paragraph: ಈ ರೀತಿ ಆಗದಂತೆ ನಾವು ಕೊಳ್ಳುಯರ್ ಅರ್ಥ ನಡೆಸುತ್ತಿದ್ದೇವೆ. ಮುಂದೆ ಈ ರೀತಿ ಆಗದಂತೆ ಎಚ್ಚರ ವಹಿಸಲಾಗುವುದು. 100ರ 12 ವರ್ಷ ಉದ್ಯೋಗ ಖಾತ್ರಿಯಲ್ಲಿ ಅಭಿವೃದ್ಧಿ ನಡೆದಿದೆ ಎಂದು ಆದೇಶಿಸಿದೆ. ಮುಂದಿನ ದಿನಗಳಲ್ಲಿ ಇದರ ಬಗ್ಗೆ ಎಲ್ಲರನ್ನು ನಿರ್ವಹಿಸಲಾಗುವುದು. [252,718,371,752]
publication-date: 15 MARCH, SATURDAY 2025 [330,157,433,167]
paragraph: ಪ್ರಕರಣ ರದ್ದು ಕೋರಿ ಮುಂದ್ಯೆ ಹೈಕೋರ್ಟ್‌ಗೆ ಅರ್ಜಿ ಸಲ್ಲಿಸಿದರು. ಮಾರ್ಚ್ 15 ರಂದು ಖುದ್ದಾಗಿ ಹಾಜರಾಗುವಂತೆ ಬೆಂಗಳೂರಿನ 1 ನೇ ಹೆಚ್ಚುವರಿ ನ್ಯಾಯಾಲಯ ಸಮನ್ಸ್ ನೀಡಿತ್ತು. ಸಮನ್ಸ್ ಪ್ರಶ್ನಿಸಿ ಮಾಜಿ ಮುಖ್ಯಮಂತ್ರಿ ಹೈಕೋರ್ಟ್ ಮೆಟ್ಟಿಲು ಏರಿದ್ದರು. [352,485,482,519]
article-pak-byline: ಪ್ರತ್ಯಕ್ಷನಾಡು ವರದಿ [415,669,452,677]
article-satellite-body [6,393,127,577]
editor-name-2: ಉಪ ಖರಿಬಸೆ [90,62,114,69]
ad-ribbon: ಸ್ವಾಗತ ವರ್ಷದ ಲಾಭ [611,30,695,38]
pak-col-3 [645,666,744,783]
lead-photo-caption: ಹೋಳಿ ಸಿಗದಿರುವುದೆನ್ನುತ್ತಿ, ರಾಜ್ಯದಲ್ಲಿ ಒಬ್ಬರಿರುವ ದಕ್ಷಾಂತ ಮತ್ತು 2011ರ ಜನಗಣತಿ ಆಧಾರದಲ್ಲಿ ಪಂಡಿತ ಜಾತಿಗಳಲ್ಲಿ ಹೆಚ್ಚಾದಿಕೆ ಮತ್ತು ಪರ್ಯಾಯದ ಒಳ [276,357,465,372]
